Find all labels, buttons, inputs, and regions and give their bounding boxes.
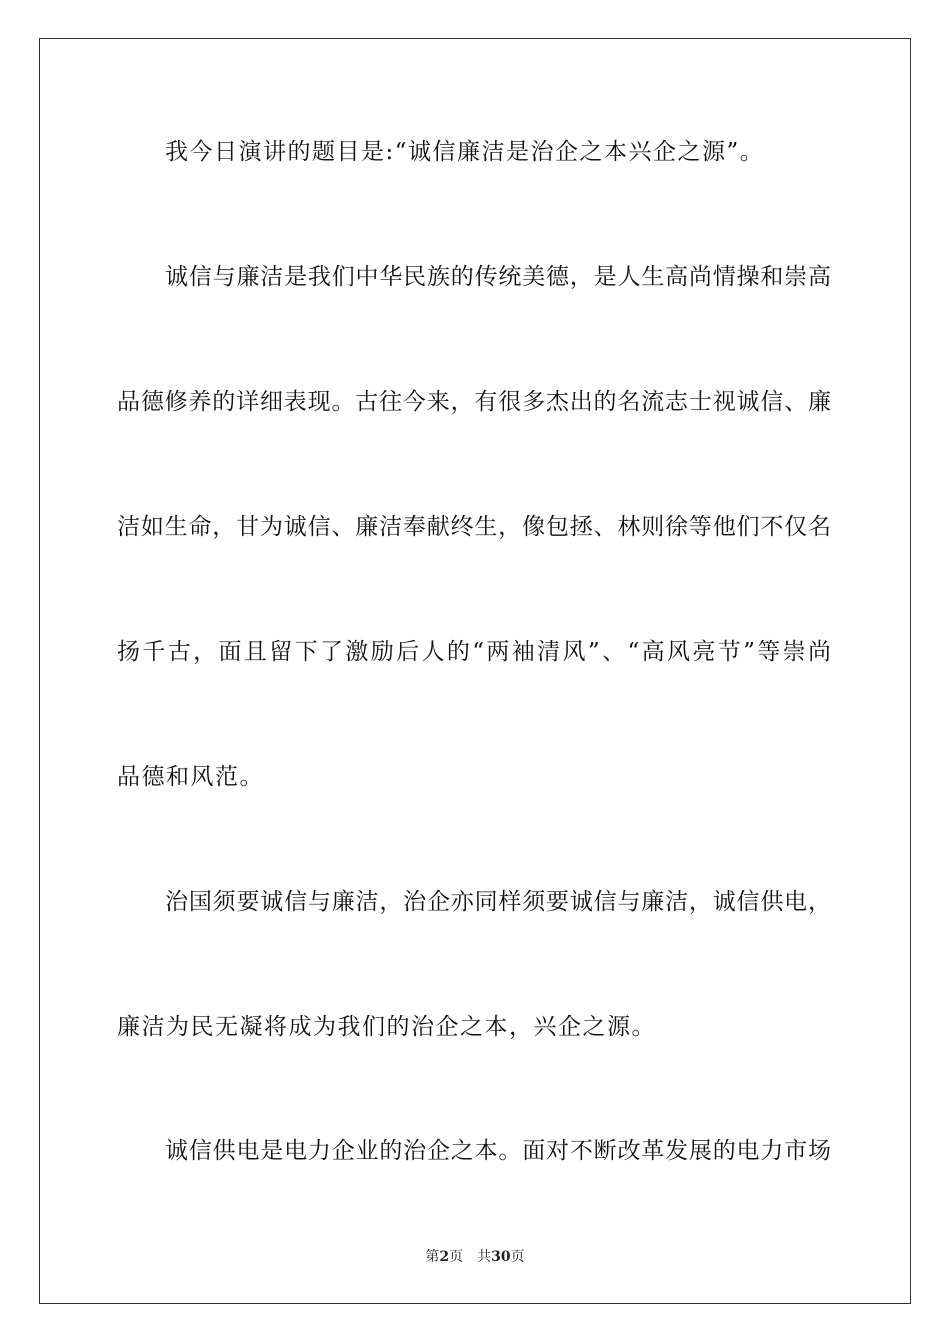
total-suffix: 页 <box>510 1249 525 1265</box>
paragraph-2-line-1: 诚信与廉洁是我们中华民族的传统美德，是人生高尚情操和崇高 <box>165 264 831 290</box>
page-footer <box>0 1248 950 1266</box>
paragraph-2-line-3: 洁如生命，甘为诚信、廉洁奉献终生，像包拯、林则徐等他们不仅名 <box>117 514 831 540</box>
page-prefix: 第 <box>425 1249 440 1265</box>
paragraph-1-line-1: 我今日演讲的题目是:“诚信廉洁是治企之本兴企之源”。 <box>165 139 765 165</box>
total-prefix: 共 <box>477 1249 492 1265</box>
paragraph-3-line-2: 廉洁为民无凝将成为我们的治企之本，兴企之源。 <box>117 1014 656 1040</box>
paragraph-2-line-2: 品德修养的详细表现。古往今来，有很多杰出的名流志士视诚信、廉 <box>117 389 831 415</box>
paragraph-2-line-5: 品德和风范。 <box>117 764 264 790</box>
current-page-number: 2 <box>439 1249 450 1265</box>
page-border <box>39 38 911 1304</box>
paragraph-2-line-4: 扬千古，面且留下了激励后人的“两袖清风”、“高风亮节”等崇尚 <box>117 639 831 665</box>
paragraph-3-line-1: 治国须要诚信与廉洁，治企亦同样须要诚信与廉洁，诚信供电， <box>165 889 831 915</box>
page-suffix: 页 <box>449 1249 464 1265</box>
paragraph-4-line-1: 诚信供电是电力企业的治企之本。面对不断改革发展的电力市场 <box>165 1138 831 1164</box>
total-page-count: 30 <box>491 1249 511 1265</box>
